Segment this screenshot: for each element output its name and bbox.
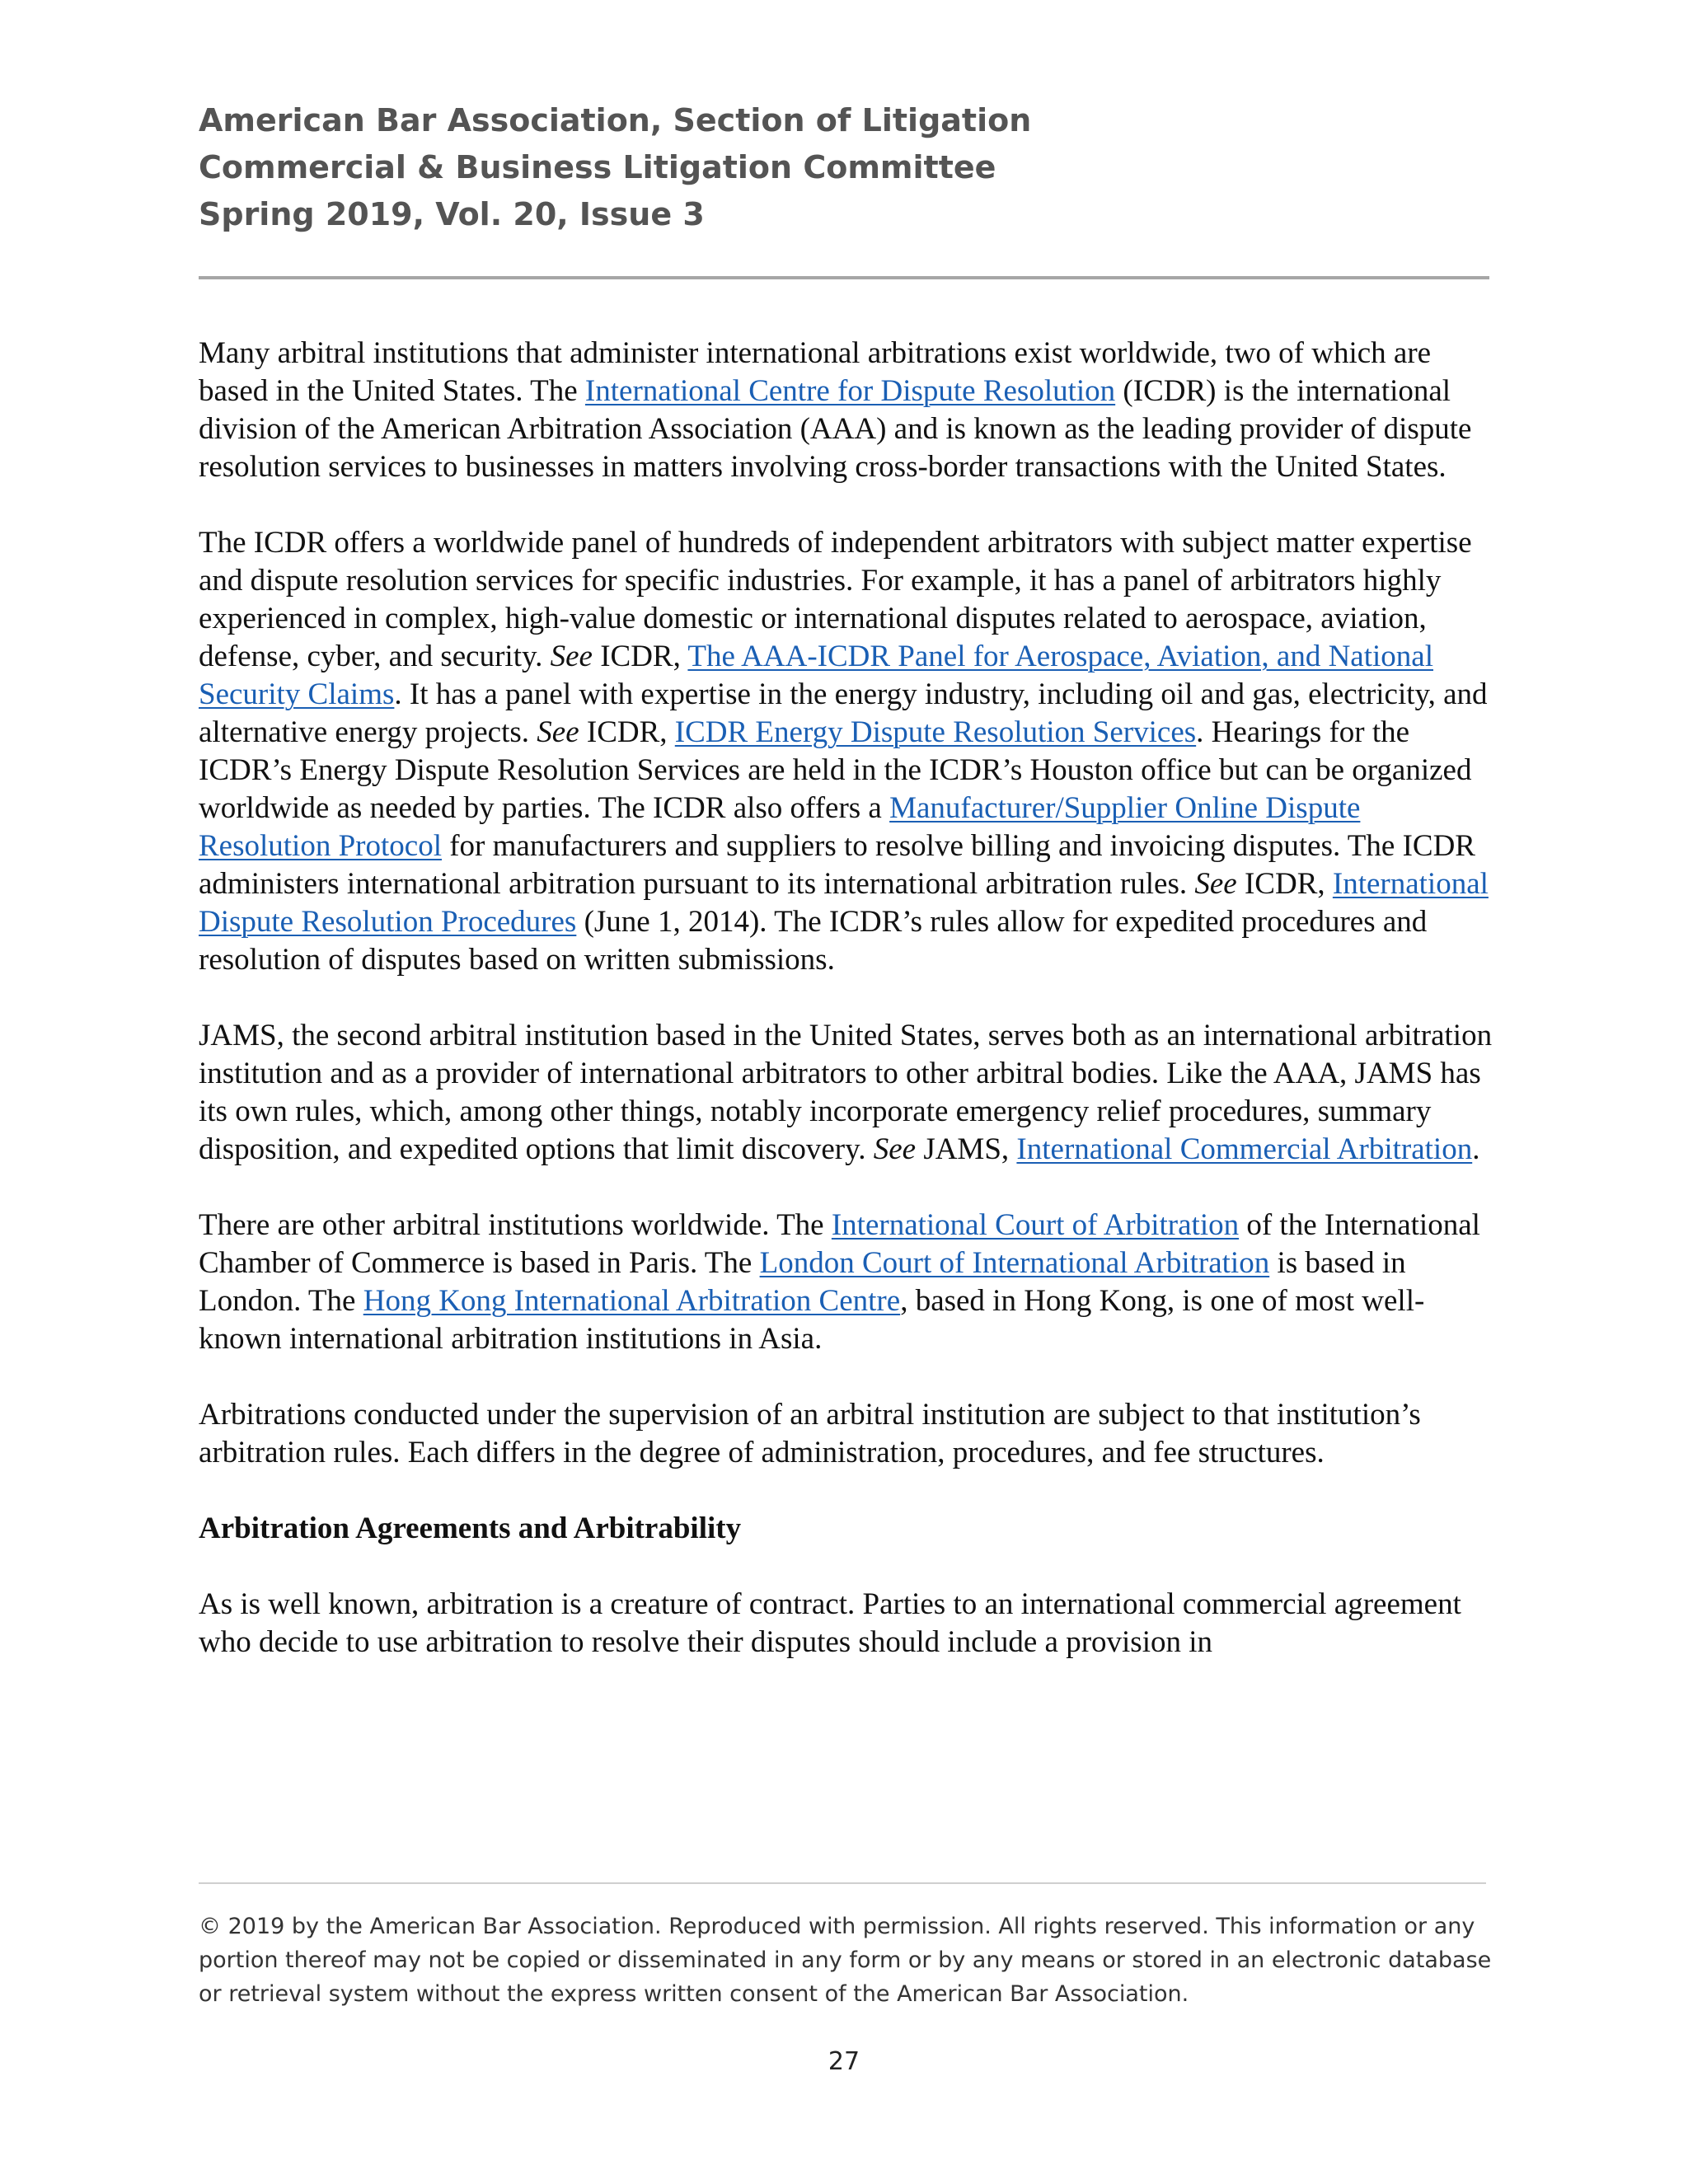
- section-heading: Arbitration Agreements and Arbitrability: [199, 1511, 742, 1545]
- link-lcia[interactable]: London Court of International Arbitration: [759, 1246, 1270, 1280]
- header-committee: Commercial & Business Litigation Committee: [199, 149, 996, 185]
- header-divider: [199, 276, 1489, 279]
- footer-divider: [199, 1882, 1486, 1884]
- link-hkiac[interactable]: Hong Kong International Arbitration Centre: [363, 1284, 901, 1318]
- paragraph-other-institutions: There are other arbitral institutions worldwide. The International Court of Arbitration of the International Chamber of Commerce is based in Paris. The London Court of International Arbitration is based in London. The Hong Kong International Arbitration Centre, based in Hong Kong, is one of most well-known international arbitration institutions in Asia.: [199, 1208, 1480, 1356]
- paragraph-institutions-intro: Many arbitral institutions that administer international arbitrations exist worldwide, two of which are based in the United States. The International Centre for Dispute Resolution (ICDR) is the international division of the American Arbitration Association (AAA) and is known as the leading provider of dispute resolution services to businesses in matters involving cross-border transactions with the United States.: [199, 336, 1472, 484]
- link-odr-protocol[interactable]: Manufacturer/Supplier Online Dispute Resolution Protocol: [199, 791, 1361, 863]
- page-number: 27: [828, 2047, 860, 2076]
- header-organization: American Bar Association, Section of Litigation: [199, 102, 1032, 138]
- link-energy-services[interactable]: ICDR Energy Dispute Resolution Services: [674, 715, 1197, 749]
- paragraph-arbitration-contract: As is well known, arbitration is a creature of contract. Parties to an international commercial agreement who decide to use arbitration to resolve their disputes should include a provision in: [199, 1587, 1461, 1659]
- paragraph-institution-rules: Arbitrations conducted under the supervision of an arbitral institution are subject to that institution’s arbitration rules. Each differs in the degree of administration, procedures, and fee structures.: [199, 1398, 1421, 1469]
- link-jams-arbitration[interactable]: International Commercial Arbitration: [1016, 1132, 1473, 1166]
- paragraph-icdr-panels: The ICDR offers a worldwide panel of hundreds of independent arbitrators with subject matter expertise and dispute resolution services for specific industries. For example, it has a panel of arbitrators highly experienced in complex, high-value domestic or international disputes related to aerospace, aviation, defense, cyber, and security. See ICDR, The AAA-ICDR Panel for Aerospace, Aviation, and National Security Claims. It has a panel with expertise in the energy industry, including oil and gas, electricity, and alternative energy projects. See ICDR, ICDR Energy Dispute Resolution Services. Hearings for the ICDR’s Energy Dispute Resolution Services are held in the ICDR’s Houston office but can be organized worldwide as needed by parties. The ICDR also offers a Manufacturer/Supplier Online Dispute Resolution Protocol for manufacturers and suppliers to resolve billing and invoicing disputes. The ICDR administers international arbitration pursuant to its international arbitration rules. See ICDR, International Dispute Resolution Procedures (June 1, 2014). The ICDR’s rules allow for expedited procedures and resolution of disputes based on written submissions.: [199, 526, 1489, 977]
- link-aerospace-panel[interactable]: The AAA-ICDR Panel for Aerospace, Aviation, and National Security Claims: [199, 640, 1433, 711]
- article-body: [199, 335, 1493, 1699]
- paragraph-jams: JAMS, the second arbitral institution based in the United States, serves both as an international arbitration institution and as a provider of international arbitrators to other arbitral bodies. Like the AAA, JAMS has its own rules, which, among other things, notably incorporate emergency relief procedures, summary disposition, and expedited options that limit discovery. See JAMS, International Commercial Arbitration.: [199, 1019, 1493, 1166]
- header-issue: Spring 2019, Vol. 20, Issue 3: [199, 196, 705, 232]
- link-dispute-procedures[interactable]: International Dispute Resolution Procedures: [199, 867, 1489, 939]
- copyright-notice: © 2019 by the American Bar Association. Reproduced with permission. All rights reserved. This information or any portion thereof may not be copied or disseminated in any form or by any means or stored in an electronic database or retrieval system without the express written consent of the American Bar Association.: [199, 1914, 1492, 2007]
- link-icc-court[interactable]: International Court of Arbitration: [831, 1208, 1240, 1242]
- link-icdr[interactable]: International Centre for Dispute Resolution: [584, 374, 1116, 408]
- publication-header: [199, 97, 1493, 238]
